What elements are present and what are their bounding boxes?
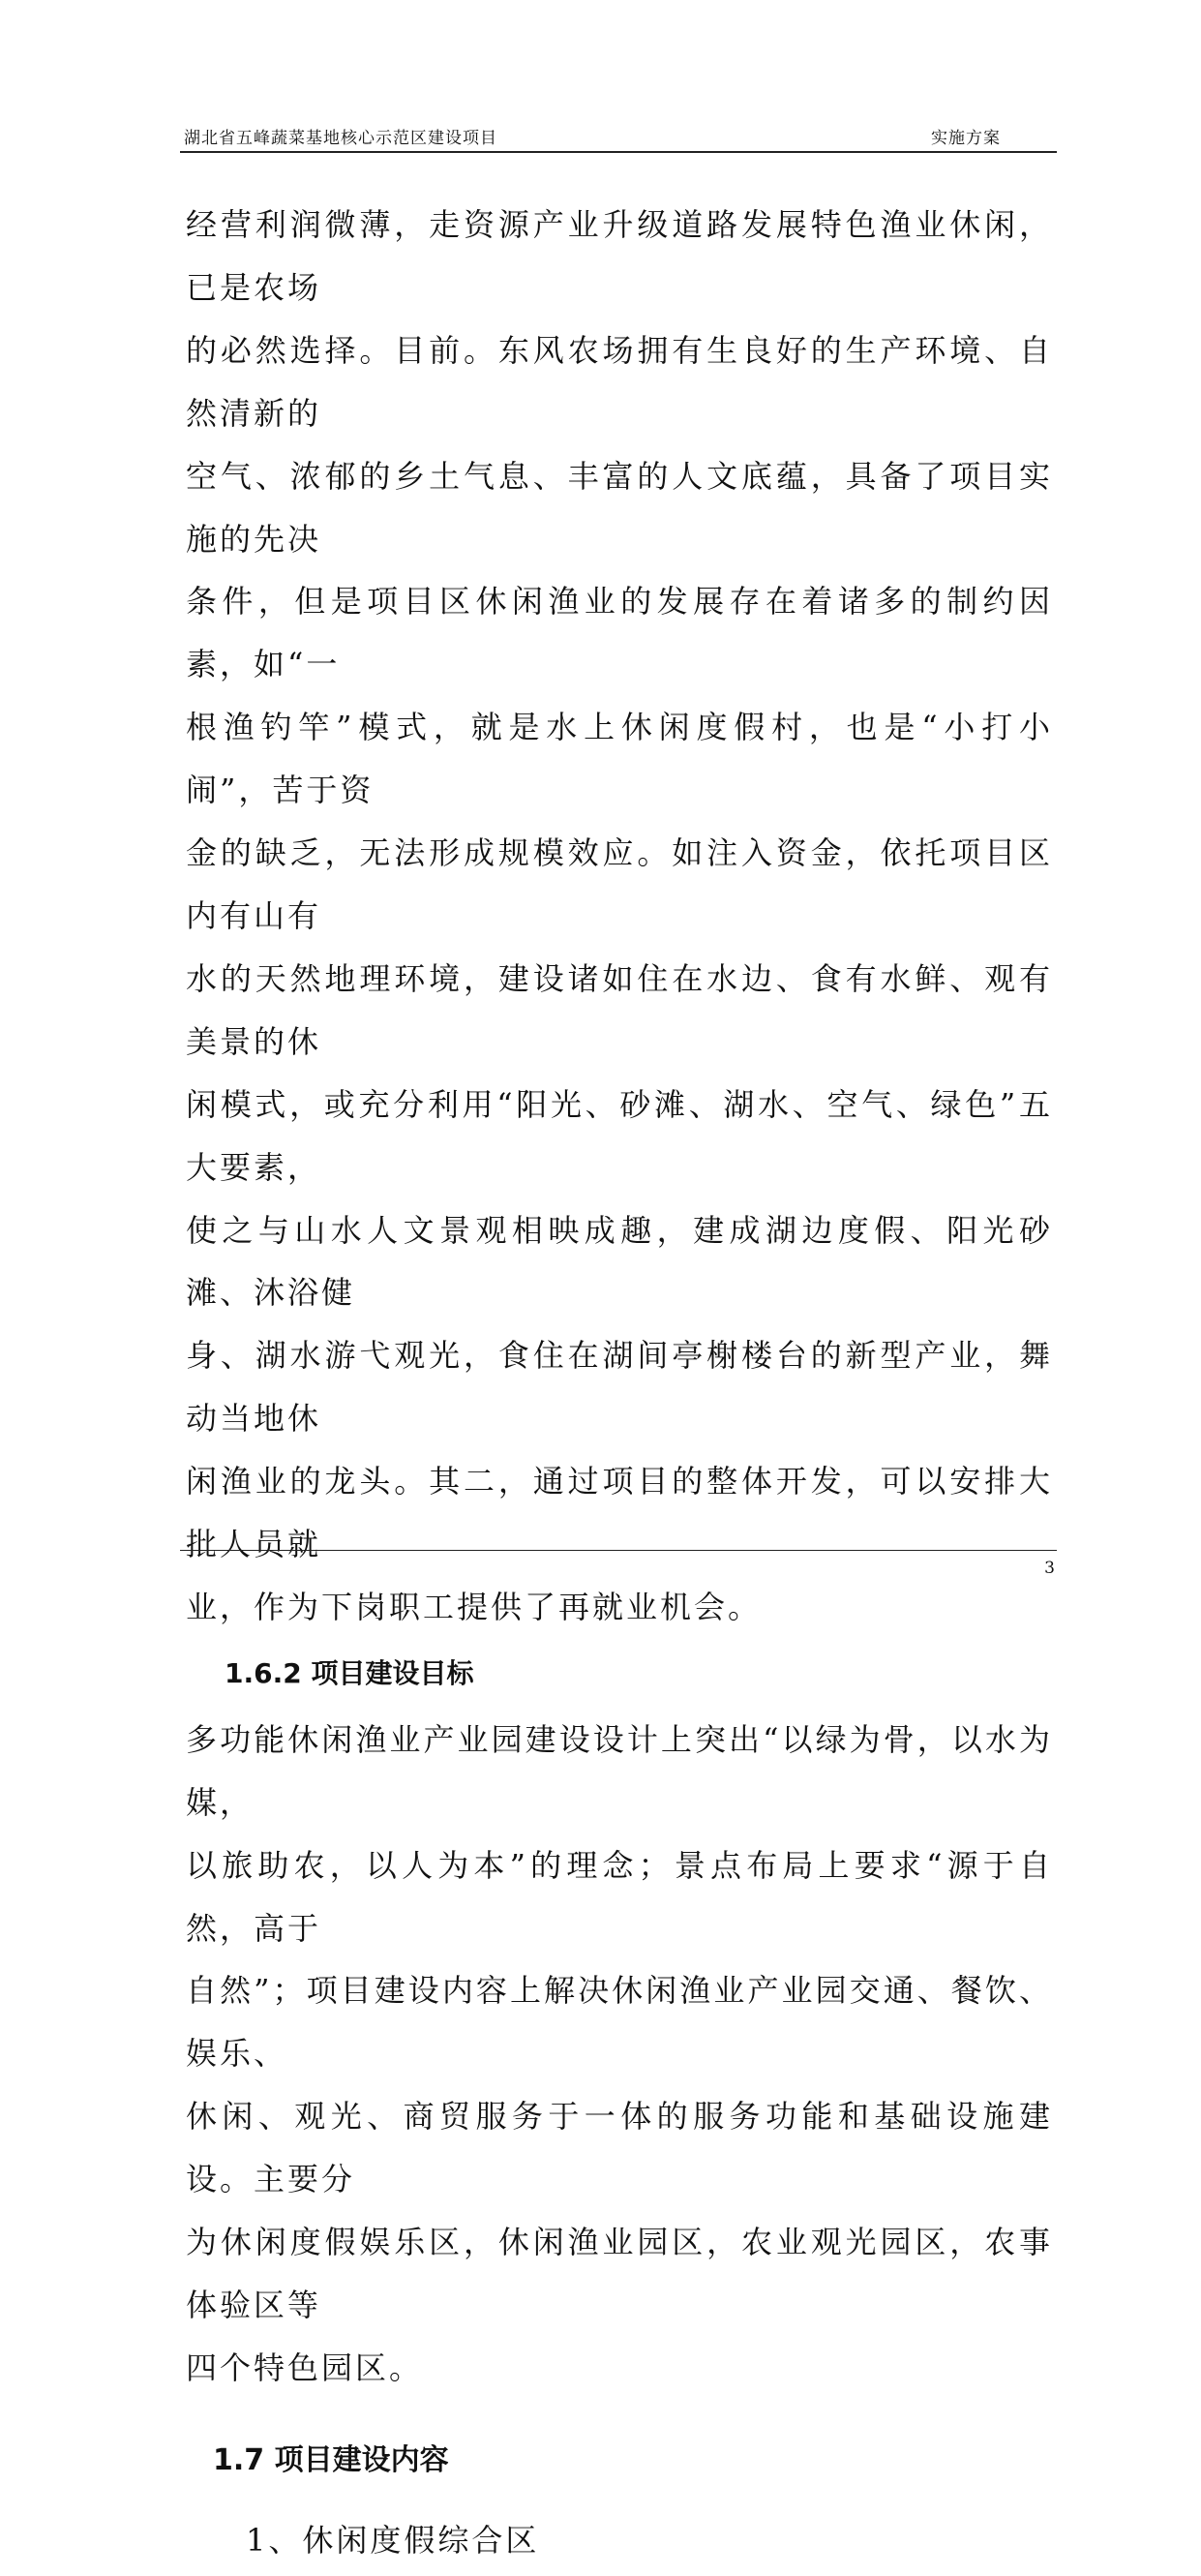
body-paragraph-1: 经营利润微薄，走资源产业升级道路发展特色渔业休闲，已是农场 的必然选择。目前。东风农场拥有生良好的生产环境、自然清新的 空气、浓郁的乡土气息、丰富的人文底蕴，具备了项目实施的先决 条件，但是项目区休闲渔业的发展存在着诸多的制约因素，如“一 根渔钓竿”模式，就是水上休闲度假村，也是“小打小闹”，苦于资 金的缺乏，无法形成规模效应。如注入资金，依托项目区内有山有 水的天然地理环境，建设诸如住在水边、食有水鲜、观有美景的休 闲模式，或充分利用“阳光、砂滩、湖水、空气、绿色”五大要素， 使之与山水人文景观相映成趣，建成湖边度假、阳光砂滩、沐浴健 身、湖水游弋观光，食住在湖间亭榭楼台的新型产业，舞动当地休 闲渔业的龙头。其二，通过项目的整体开发，可以安排大批人员就 业，作为下岗职工提供了再就业机会。 xyxy=(186,206,1053,1625)
page-number: 3 xyxy=(1044,1559,1055,1578)
header-doc-type: 实施方案 xyxy=(931,129,1001,148)
section-heading-1-7: 1.7 项目建设内容 xyxy=(213,2442,449,2477)
page-body xyxy=(186,194,1053,2576)
page-footer xyxy=(180,1550,1057,1578)
header-title: 湖北省五峰蔬菜基地核心示范区建设项目 xyxy=(184,129,497,148)
list-item-1: 1、休闲度假综合区 xyxy=(246,2521,540,2559)
page-header xyxy=(180,114,1057,153)
section-heading-1-6-2: 1.6.2 项目建设目标 xyxy=(225,1656,474,1689)
body-paragraph-2: 多功能休闲渔业产业园建设设计上突出“以绿为骨，以水为媒， 以旅助农，以人为本”的理念；景点布局上要求“源于自然，高于 自然”；项目建设内容上解决休闲渔业产业园交通、餐饮、娱乐、 休闲、观光、商贸服务于一体的服务功能和基础设施建设。主要分 为休闲度假娱乐区，休闲渔业园区，农业观光园区，农事体验区等 四个特色园区。 xyxy=(186,1720,1053,2386)
